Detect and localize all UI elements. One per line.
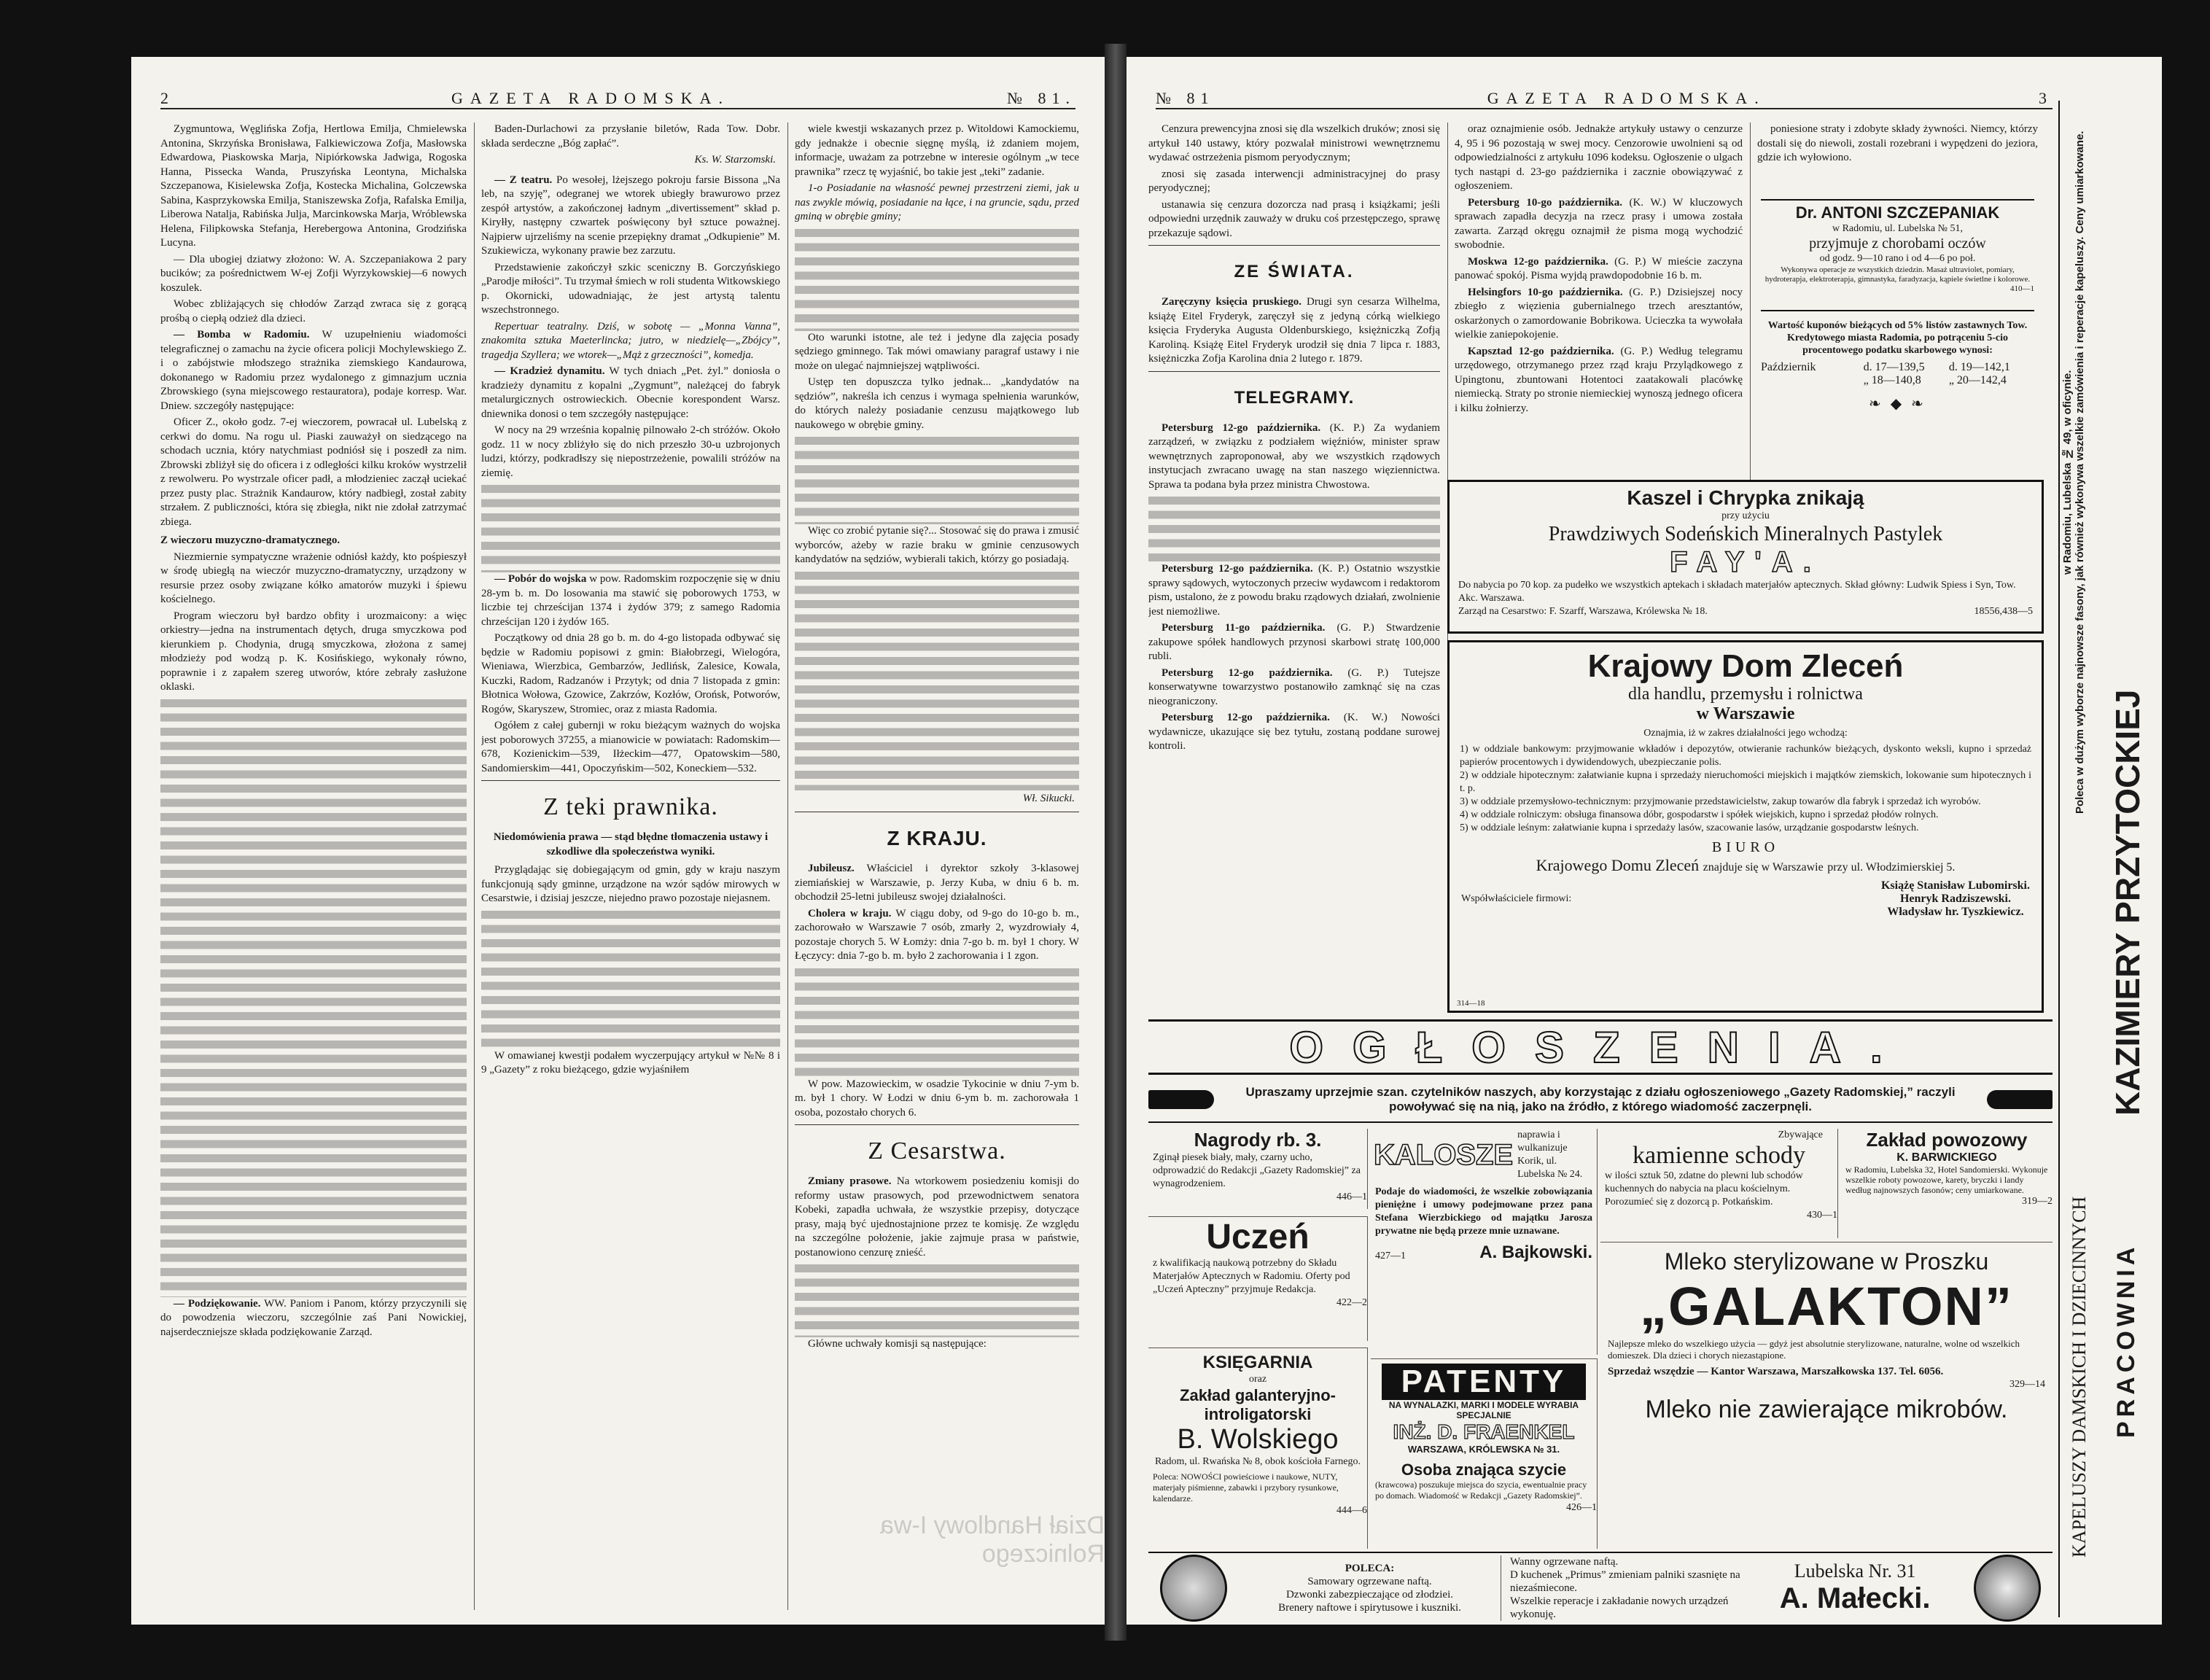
ad-kalosze: [1371, 1129, 1598, 1355]
ad-title: Kaszel i Chrypka znikają: [1627, 486, 1864, 509]
ad-head: Mleko sterylizowane w Proszku: [1664, 1248, 1989, 1275]
ad-title: PATENTY: [1382, 1364, 1586, 1400]
ad-body: Wykonywa operacje ze wszystkich dziedzin. Masaż ultraviolet, pomiary, hydroterapja, elektroterapja, gimnastyka, faradyzacja, kąpiele świetlne i kolorowe.: [1765, 265, 2031, 284]
donors-list: Zygmuntowa, Węglińska Zofja, Hertlowa Emilja, Chmielewska Antonina, Skrzyńska Bronisława, Falkiewiczowa Zofja, Masłowska Edwardowa, Piaskowska Marja, Nipiórkowska Jadwiga, Rogoska Hanna, Pissecka Wanda, Pruszyńska Leontyna, Michalska Szczepanowa, Kisielewska Zofja, Kostecka Michalina, Golczewska Sabina, Kasprzykowska Emilja, Staniszewska Zofja, Rafalska Emilja, Liberowa Natalja, Rabińska Julja, Marcinkowska Marja, Wróblewska Helena, Filipkowska Stefanja, Herebergowa Antonina, Grodzińska Lucyna.: [160, 123, 467, 249]
telegram-dateline: Kapsztad 12-go października.: [1468, 345, 1614, 357]
signature: Ks. W. Starzomski.: [694, 154, 776, 166]
ad-body: naprawia i wulkanizuje Korik, ul. Lubelska № 24.: [1517, 1129, 1583, 1180]
ad-item: Samowary ogrzewane naftą.: [1307, 1575, 1432, 1587]
ad-body: z kwalifikacją naukową potrzebny do Składu Materjałów Aptecznych w Radomiu. Oferty pod „Uczeń Apteczny” przyjmuje Redakcja.: [1153, 1258, 1350, 1295]
telegram-dateline: Petersburg 12-go października.: [1162, 712, 1330, 723]
article-paragraph: — Kradzież dynamitu. W tych dniach „Pet. żyl.” doniosła o kradzieży dynamitu z kopalni „Zygmunt”, należącej do fabryk metalurgicznych ostrowieckich. Obecnie korespondent Warsz. dniewnika donosi o tem szczegóły następujące:: [481, 365, 780, 420]
text-filler: [1148, 497, 1440, 562]
ad-nagrody: [1148, 1129, 1368, 1209]
column-divider: [1750, 122, 1751, 531]
ad-osoba-body: (krawcowa) poszukuje miejsca do szycia, ewentualnie pracy po domach. Wiadomość w Redakcji „Gazety Radomskiej”.: [1375, 1479, 1587, 1501]
ad-item: D kuchenek „Primus” zmieniam palniki szasnięte na niezaśmiecone.: [1509, 1568, 1740, 1594]
section-heading: Z KRAJU.: [887, 827, 987, 849]
telegram-dateline: Petersburg 10-go października.: [1468, 196, 1622, 209]
ad-street: przy ul. Włodzimierskiej 5.: [1827, 861, 1956, 874]
owner: Władysław hr. Tyszkiewicz.: [1887, 906, 2024, 918]
pointing-hand-icon: [1148, 1090, 1214, 1109]
ad-code: 329—14: [2009, 1379, 2045, 1390]
telegram: Kapsztad 12-go października. (G. P.) Według telegramu urzędowego, otrzymanego przez rząd kraju Przylądkowego z Upingtonu, zbuntowani Hotentoci zaatakowali placówkę niemiecką. Straty po stronie niemieckiej wynoszą jednego oficera i kilku żołnierzy.: [1455, 345, 1743, 414]
ad-body: Do nabycia po 70 kop. za pudełko we wszystkich aptekach i składach materjałów aptecznych. Skład główny: Ludwik Spiess i Syn, Tow. Akc. Warszawa.: [1458, 580, 2016, 604]
rates-month: Październik: [1761, 361, 1816, 373]
issue-number: № 81.: [1006, 89, 1075, 107]
article-paragraph: Więc co zrobić pytanie się?... Stosować się do prawa i zmusić wyborców, ażeby w razie braku w gminie cenzusowych kandydatów na sędziów, wybierali takich, którzy go posiadają.: [795, 525, 1079, 565]
side-ad-text: Poleca w dużym wyborze najnowsze fasony, jak również wykonywa wszelkie zamówienia i reperacje kapeluszy. Ceny umiarkowane.: [2074, 131, 2086, 814]
ad-agent: Zarząd na Cesarstwo: F. Szarff, Warszawa, Królewska № 18.: [1458, 606, 1708, 617]
ad-head: Zbywające: [1778, 1129, 1823, 1140]
article-paragraph: Ustęp ten dopuszcza tylko jednak... „kandydatów na sędziów”, nakreśla ich cenzus i wymaga spełnienia warunków, do których należy posiadanie cenzusu majątkowego lub naukowego w obrębie gminy.: [795, 376, 1079, 431]
ad-left-list: [1239, 1562, 1501, 1614]
side-ad-title: KAZIMIERY PRZYTOCKIEJ: [2109, 689, 2147, 1116]
article-paragraph: Cholera w kraju. W ciągu doby, od 9-go do 10-go b. m., zachorowało w Warszawie 7 osób, zmarły 2, wyzdrowiały 4, pozostaje chorych 5. W Łomży: dnia 7-go b. m. był 1 chory. W Łęczycy: dnia 7-go b. m. było 2 zachorowania i 1 zgon.: [795, 907, 1079, 962]
ad-doctor: [1761, 199, 2034, 311]
ad-title: kamienne schody: [1633, 1142, 1805, 1169]
ad-code: 430—1: [1807, 1210, 1837, 1221]
article-lead: — Kradzież dynamitu.: [494, 365, 605, 377]
ad-footer: Mleko nie zawierające mikrobów.: [1645, 1396, 2008, 1423]
rates-table: [1761, 361, 2034, 387]
telegram: Petersburg 12-go października. (K. P.) Za wydaniem zarządzeń, w związku z podziałem więźniów, minister spraw wewnętrznych zaproponował, aby we wszystkich rządowych instytucjach zwracano uwagę na stan naszego więziennictwa. Sprawa ta podana była przez ministra Chwostowa.: [1148, 421, 1440, 491]
right-column-2: [1455, 122, 1743, 531]
article-paragraph: Główne uchwały komisji są następujące:: [808, 1338, 987, 1350]
ad-connector: oraz: [1248, 1374, 1267, 1385]
ad-item: Wanny ogrzewane naftą.: [1509, 1555, 1619, 1568]
article-paragraph: Oto warunki istotne, ale też i jedyne dla zajęcia posady sędziego gminnego. Tak mówi omawiany paragraf ustawy i nie może on ulegać najmniejszej wątpliwości.: [795, 331, 1079, 372]
ad-firm: Krajowego Domu Zleceń: [1536, 856, 1700, 874]
ad-announcement: Podaje do wiadomości, że wszelkie zobowiązania pieniężne i umowy podejmowane przez pana Stefana Wierzbickiego od majątku Jarosza prywatne nie będą przeze mnie uznawane.: [1375, 1186, 1592, 1237]
article-lead: Zmiany prasowe.: [808, 1175, 892, 1187]
ad-title: Nagrody rb. 3.: [1194, 1129, 1322, 1151]
text-filler: [481, 485, 780, 572]
service-item: 3) w oddziale przemysłowo-technicznym: przyjmowanie przedstawicielstw, zakup towarów dla fabryk i sprzedaż ich wyrobów.: [1460, 796, 1981, 807]
ad-owner: B. Wolskiego: [1177, 1424, 1339, 1455]
ad-sales: Sprzedaż wszędzie — Kantor Warszawa, Marszałkowska 137. Tel. 6056.: [1608, 1366, 1944, 1377]
right-column-1: [1148, 122, 1440, 968]
article-paragraph: — Dla ubogiej dziatwy złożono: W. A. Szczepaniakowa 2 pary bucików; za pośrednictwem W-ej Zofji Wyrzykowskiej—6 nowych koszulek.: [160, 253, 467, 294]
article-paragraph: — Z teatru. Po wesołej, lżejszego pokroju farsie Bissona „Na leb, na szyję”, odegranej we wtorek ubiegły brawurowo przez zespół artystów, a zakończonej ładnym „divertissement” skład p. Kiryłły, następny czwartek poświęcony był sztuce poważnej. Najpierw ujrzeliśmy na scenie przepiękny dramat „Odkupienie” M. Szukiewicza, wykonany prawie bez zarzutu.: [481, 174, 780, 257]
ad-code: 18556,438—5: [1974, 606, 2033, 617]
ad-address: Lubelska Nr. 31: [1794, 1560, 1916, 1582]
article-paragraph: znosi się zasada interwencji administracyjnej do prasy peryodycznej;: [1148, 168, 1440, 194]
telegram: Moskwa 12-go października. (G. P.) W mieście zaczyna panować spokój. Pisma wyjdą prawdopodobnie 16 b. m.: [1455, 255, 1743, 281]
owners-head: Współwłaściciele firmowi:: [1461, 893, 1572, 904]
ad-code: 446—1: [1336, 1191, 1367, 1202]
article-paragraph: Baden-Durlachowi za przysłanie biletów, Rada Tow. Dobr. składa serdeczne „Bóg zapłać”.: [481, 123, 780, 149]
ad-code: 427—1: [1375, 1251, 1406, 1261]
telegram-dateline: Moskwa 12-go października.: [1468, 255, 1608, 268]
signature: Wł. Sikucki.: [1022, 792, 1075, 804]
section-heading: Z teki prawnika.: [543, 793, 718, 820]
ad-subtitle: Zakład galanteryjno-introligatorski: [1180, 1386, 1336, 1423]
ad-code: 444—6: [1336, 1505, 1367, 1516]
ad-uczen: [1148, 1216, 1368, 1341]
ad-right-list: [1501, 1555, 1748, 1621]
left-column-3: [795, 122, 1079, 1610]
ad-patenty: [1371, 1358, 1598, 1549]
article-paragraph: 1-o Posiadanie na własność pewnej przestrzeni ziemi, jak u nas zwykle mówią, posiadanie na łące, i na gruncie, sądu, przed gminą w obrębie gminy;: [795, 182, 1079, 222]
article-lead: Zaręczyny księcia pruskiego.: [1162, 296, 1302, 308]
ad-biuro: BIURO: [1711, 839, 1780, 855]
section-subheading: Niedomówienia prawa — stąd błędne tłomaczenia ustawy i szkodliwe dla społeczeństwa wyniki.: [493, 831, 769, 858]
article-paragraph: W pow. Mazowieckim, w osadzie Tykocinie w dniu 7-ym b. m. był 1 chory. W Łodzi w dniu 6-ym b. m. zachorowała 1 osoba, pozostało chorych 6.: [795, 1078, 1079, 1119]
telegram-dateline: Petersburg 12-go października.: [1162, 563, 1313, 575]
ad-subtitle: przy użyciu: [1721, 510, 1770, 521]
divider: [1148, 245, 1440, 246]
ornament: ❧ ◆ ❧: [1869, 396, 1926, 412]
article-paragraph: poniesione straty i zdobyte składy żywności. Niemcy, którzy dostali się do niewoli, zostali rozebrani i wypędzeni do jeziora, gdzie ich wyłowiono.: [1757, 123, 2038, 163]
text-filler: [795, 572, 1079, 790]
article-paragraph: Jubileusz. Właściciel i dyrektor szkoły 3-klasowej ziemiańskiej w Warszawie, p. Jerzy Kuba, w dniu 6 b. m. obchodził 25-letni jubileusz swojej działalności.: [795, 863, 1079, 903]
ad-name: A. Małecki.: [1779, 1582, 1931, 1614]
article-paragraph: — Pobór do wojska w pow. Radomskim rozpoczęnie się w dniu 28-ym b. m. Do losowania ma stawić się poborowych 1753, w liczbie tej chrześcijan 1374 i żydów 379; z samego Radomia chrześcijan 120 i żydów 165.: [481, 573, 780, 628]
rates-title: Wartość kuponów bieżących od 5% listów zastawnych Tow. Kredytowego miasta Radomia, po potrąceniu 5-cio procentowego podatku skarbowego wynosi:: [1767, 320, 2028, 356]
service-item: 1) w oddziale bankowym: przyjmowanie wkładów i depozytów, otwieranie rachunków bieżących, dyskonto weksli, kupno i sprzedaż papierów procentowych i dywidendowych, ubezpieczanie polis.: [1460, 744, 2031, 768]
article-paragraph: Cenzura prewencyjna znosi się dla wszelkich druków; znosi się artykuł 140 ustawy, który pozwalał ministrowi wewnętrznemu wydawać ostrzeżenia pismom peryodycznym;: [1148, 123, 1440, 163]
ad-code: 314—18: [1457, 999, 1485, 1008]
medal-seal-icon: [1160, 1555, 1227, 1622]
ad-title: KALOSZE: [1374, 1138, 1514, 1171]
ad-code: 319—2: [2022, 1196, 2053, 1207]
ad-malecki: [1148, 1552, 2053, 1622]
ad-brand: FAY'A.: [1670, 546, 1821, 578]
article-lead: Cholera w kraju.: [808, 907, 892, 919]
article-paragraph: — Bomba w Radomiu. W uzupełnieniu wiadomości telegraficznej o zamachu na życie oficera policji Mochylewskiego Z. i o zabójstwie młodszego strażnika ziemskiego Kandaurowa, dokonanego w Radomiu przez wydalonego z gimnazjum ucznia Zbrowskiego (syna miejscowego restauratora), podaje korresp. War. Dniew. szczegóły następujące:: [160, 329, 467, 412]
ad-title: Uczeń: [1206, 1218, 1310, 1256]
ad-services: [1450, 743, 2042, 835]
column-divider: [787, 122, 788, 1610]
section-heading: Z Cesarstwa.: [868, 1138, 1006, 1164]
telegram-dateline: Petersburg 12-go października.: [1162, 421, 1321, 434]
article-paragraph: wiele kwestji wskazanych przez p. Witoldowi Kamockiemu, gdy jednakże i obecnie sięgnę myślą, iż zdaniem mojem, informacje, uważam za potrzebne w interesie ogólnym „w tece prawnika” rzecz tę wyjaśnić, bo takie jest „teki” zadanie.: [795, 123, 1079, 178]
article-paragraph: Przyglądając się dobiegającym od gmin, gdy w kraju naszym funkcjonują sądy gminne, urządzone na wzór sądów mirowych w Cesarstwie, i dzisiaj jeszcze, niejedno prawo pozostaje niejasnem.: [481, 864, 780, 904]
service-item: 4) w oddziale rolniczym: obsługa finansowa dóbr, gospodarstw i spółek wiejskich, kupno i sprzedaż płodów rolnych.: [1460, 809, 1939, 820]
ad-title: Dr. ANTONI SZCZEPANIAK: [1795, 203, 2000, 222]
article-lead: — Z teatru.: [494, 174, 553, 186]
telegram: Petersburg 10-go października. (K. W.) W kluczowych sprawach zapadła decyzja na rzecz prasy i umowa została zawarta. Zarząd okręgu oznajmił że pisma mogą wychodzić swobodnie.: [1455, 196, 1743, 251]
article-paragraph: — Podziękowanie. WW. Paniom i Panom, którzy przyczynili się do powodzenia wieczoru, szczególnie zaś Pani Nowickiej, najserdeczniejsze składa podziękowanie Zarząd.: [160, 1297, 467, 1338]
ad-agent-line: [1450, 605, 2042, 618]
ad-sign-row: [1371, 1242, 1597, 1263]
ad-address: Radom, ul. Rwańska № 8, obok kościoła Farnego.: [1154, 1456, 1361, 1467]
left-page-header: [160, 79, 1075, 109]
telegram-dateline: Petersburg 11-go października.: [1162, 622, 1326, 634]
telegram: Petersburg 12-go października. (G. P.) Tutejsze konserwatywne towarzystwo postanowiło zamknąć się na czas nieograniczony.: [1148, 666, 1440, 707]
ad-owners: [1450, 875, 2042, 919]
masthead: GAZETA RADOMSKA.: [451, 89, 730, 107]
left-column-1: [160, 122, 467, 1610]
rate-cell: d. 17—139,5: [1863, 361, 1925, 373]
telegram-dateline: Helsingfors 10-go października.: [1468, 286, 1623, 298]
ad-title: Zakład powozowy: [1866, 1129, 2028, 1151]
ad-item: Wszelkie reperacje i zakładanie nowych urządzeń wykonuję.: [1509, 1595, 1729, 1620]
article-paragraph: oraz oznajmienie osób. Jednakże artykuły ustawy o cenzurze 4, 95 i 96 pozostają w swej mocy. Cenzorowie uwolnieni są od odpowiedzialności z artykułu 1096 kodeksu. Ogłoszenie o ulgach tych nastąpi d. 23-go października i zacznie obowiązywać z ogłoszeniem.: [1455, 123, 1743, 192]
ad-zaklad-powozowy: [1841, 1129, 2053, 1238]
portrait-medallion-icon: [1974, 1555, 2041, 1622]
page-number: 2: [160, 89, 174, 107]
article-paragraph: Ogółem z całej gubernji w roku bieżącym ważnych do wojska jest poborowych 37255, a mianowicie w powiatach: Radomskim—678, Kozienickim—539, Iłżeckim—477, Opatowskim—580, Sandomierskim—441, Opoczyńskim—502, Koneckiem—532.: [481, 720, 780, 774]
ad-product: Prawdziwych Sodeńskich Mineralnych Pastylek: [1548, 523, 1943, 545]
section-heading: TELEGRAMY.: [1234, 387, 1355, 408]
ad-body: w ilości sztuk 50, zdatne do plewni lub schodów kuchennych do nabycia na placu kościelnym. Porozumieć się z dozorcą p. Potkańskim.: [1605, 1170, 1803, 1208]
right-page-header: [1156, 79, 2053, 109]
article-paragraph: ustanawia się cenzura dozorcza nad prasą i książkami; jeśli odpowiedni urzędnik zauważy w druku coś przestępczego, sprawę przekazuje sądowi.: [1148, 198, 1440, 239]
ads-notice: [1148, 1078, 2053, 1123]
ad-body: Zginął piesek biały, mały, czarny ucho, odprowadzić do Redakcji „Gazety Radomskiej” za wynagrodzeniem.: [1153, 1152, 1361, 1189]
book-gutter: [1105, 44, 1127, 1641]
ad-item: Brenery naftowe i spirytusowe i kuszniki.: [1278, 1601, 1461, 1614]
ad-engineer: INŻ. D. FRAENKEL: [1393, 1420, 1575, 1443]
side-ad-body: [2061, 108, 2105, 837]
article-paragraph: Niezmiernie sympatyczne wrażenie odniósł każdy, kto pośpieszył w środę ubiegłą na wieczór muzyczno-dramatyczny, urządzony w resursie przez osoby związane kółko amatorów muzyki i śpiewu kościelnego.: [160, 551, 467, 605]
text-filler: [795, 1264, 1079, 1337]
ad-location: [1450, 856, 2042, 875]
owner: Książę Stanisław Lubomirski.: [1880, 879, 2030, 892]
owners-list: [1881, 879, 2030, 919]
ad-head: POLECA:: [1345, 1562, 1395, 1574]
ad-header-row: [1371, 1129, 1597, 1181]
article-heading: Z wieczoru muzyczno-dramatycznego.: [160, 534, 341, 546]
masthead: GAZETA RADOMSKA.: [1487, 89, 1766, 107]
ad-signature-block: [1748, 1560, 1962, 1615]
ad-schody: [1600, 1129, 1838, 1238]
article-paragraph: Oficer Z., około godz. 7-ej wieczorem, powracał ul. Lubelską z cerkwi do domu. Na rogu ul. Piaski zauważył on siedzącego na schodach ucznia, który natychmiast podniósł się i poszedł za nim. Zbrowski zbliżył się do oficera i z odległości kilku kroków wystrzelił z rewolweru. Po wystrzale oficer padł, a młodzieniec zaczął uciekać przez pusty plac. Strażnik Kandaurow, który nadbiegł, został zabity strzałem. Z publiczności, która się zbiegła, nikt nie zdołał zatrzymać zbiega.: [160, 416, 467, 528]
ad-address: w Radomiu, ul. Lubelska № 51,: [1832, 223, 1963, 234]
ad-signature: A. Bajkowski.: [1479, 1242, 1592, 1262]
article-paragraph: Przedstawienie zakończył szkic sceniczny B. Gorczyńskiego „Parodje miłości”. Tu trzymał śmiech w roli studenta Witkowskiego p. Okornicki, udowadniając, że jest artystą talentu wszechstronnego.: [481, 261, 780, 316]
service-item: 2) w oddziale hipotecznym: załatwianie kupna i sprzedaży nieruchomości miejskich i majątków ziemskich, lokowanie sum hipotecznych i t. p.: [1460, 770, 2031, 794]
ad-headline: przyjmuje z chorobami oczów: [1809, 236, 1986, 252]
article-lead: — Bomba w Radomiu.: [174, 329, 310, 341]
ad-code: 422—2: [1336, 1297, 1367, 1308]
page-number: 3: [2038, 89, 2053, 107]
ad-code: 426—1: [1566, 1502, 1597, 1513]
article-lead: — Pobór do wojska: [494, 573, 587, 585]
service-item: 5) w oddziale leśnym: załatwianie kupna i sprzedaży lasów, szacowanie lasów, urządzanie gospodarstw leśnych.: [1460, 822, 1919, 833]
ad-body: Poleca: NOWOŚCI powieściowe i naukowe, NUTY, materjały piśmienne, zabawki i przybory rysunkowe, kalendarze.: [1153, 1471, 1339, 1504]
ad-title: KSIĘGARNIA: [1202, 1353, 1313, 1372]
article-lead: Jubileusz.: [808, 863, 855, 874]
rate-cell: „ 20—142,4: [1948, 374, 2007, 386]
article-paragraph: Zmiany prasowe. Na wtorkowem posiedzeniu komisji do reformy ustaw prasowych, pod przewodnictwem senatora Kobeki, zapadła uchwała, że wszystkie przepisy, dotyczące prasy, mają być ujednostajnione przez te komisję. Ze względu na szczególne położenie, jakie zajmuje prasa w państwie, postanowiono cenzurę znieść.: [795, 1175, 1079, 1259]
article-paragraph: W nocy na 29 września kopalnię pilnowało 2-ch stróżów. Około godz. 11 w nocy zbliżyło się do nich przeszło 30-u uzbrojonych ludzi, którzy, podkradłszy się niepostrzeżenie, powalili stróżów na ziemię.: [481, 424, 780, 479]
ad-body: Najlepsze mleko do wszelkiego użycia — gdyż jest absolutnie sterylizowane, naturalne, wolne od wszelkich domieszek. Dla dzieci i chorych niezastąpione.: [1608, 1338, 2020, 1361]
notice-text: Upraszamy uprzejmie szan. czytelników naszych, aby korzystając z działu ogłoszeniowego „Gazety Radomskiej,” raczyli powoływać się na nią, jako na źródło, z którego wiadomość zaczerpnęli.: [1245, 1085, 1956, 1113]
divider: [795, 1124, 1079, 1125]
ad-title: „GALAKTON”: [1640, 1276, 2013, 1337]
ad-hours: od godz. 9—10 rano i od 4—6 po poł.: [1819, 253, 1976, 264]
telegram: Petersburg 12-go października. (K. W.) Nowości wydawnicze, ukazujące się bez tytułu, zostaną poddane surowej kontroli.: [1148, 712, 1440, 752]
divider: [481, 780, 780, 781]
ad-subtitle: dla handlu, przemysłu i rolnictwa: [1628, 685, 1863, 704]
ad-fays-pastilles: [1447, 480, 2044, 634]
article-paragraph: Zaręczyny księcia pruskiego. Drugi syn cesarza Wilhelma, książę Eitel Fryderyk, zaręczył się z jedyną córką wielkiego księcia Fryderyka Augusta Oldenburskiego, księżniczką Zofją Karoliną. Książę Eitel Fryderyk urodził się dnia 7 lipca r. 1883, księżniczka Zofja Karolina dnia 2 lutego r. 1879.: [1148, 296, 1440, 365]
issue-number: № 81: [1156, 89, 1215, 107]
ad-krajowy-dom-zlecen: [1447, 640, 2044, 1013]
section-heading: ZE ŚWIATA.: [1234, 262, 1355, 281]
ad-title: Krajowy Dom Zleceń: [1587, 648, 1904, 684]
right-column-3: [1757, 122, 2038, 188]
article-lead: — Podziękowanie.: [174, 1297, 261, 1310]
text-filler: [160, 699, 467, 1297]
article-paragraph: Repertuar teatralny. Dziś, w sobotę — „Monna Vanna”, znakomita sztuka Maeterlincka; jutro, w niedzielę—„Zbójcy”, tragedja Szyllera; we wtorek—„Mąż z grzeczności”, komedja.: [481, 320, 780, 361]
ad-intro: Oznajmia, iż w zakres działalności jego wchodzą:: [1643, 728, 1848, 739]
rate-cell: d. 19—142,1: [1948, 361, 2010, 373]
ad-code: 410—1: [2010, 284, 2034, 293]
ad-ksiegarnia: [1148, 1348, 1368, 1549]
divider: [1148, 371, 1440, 372]
article-paragraph: Program wieczoru był bardzo obfity i urozmaicony: a więc orkiestry—jedna na instrumentach dętych, druga smyczkowa pod kierunkiem p. Chodynia, drugą smyczkowa, złożona z samej młodzieży pod wodzą p. K. Kosińskiego, wykonały równo, poprawnie i z zapałem szereg utworów, które zebrały zasłużone oklaski.: [160, 610, 467, 693]
ad-address: WARSZAWA, KRÓLEWSKA № 31.: [1407, 1444, 1560, 1455]
telegram: Petersburg 11-go października. (G. P.) Stwardzenie zakupowe spółek handlowych przynosi skarbowi stratę 100,000 rubli.: [1148, 622, 1440, 662]
ad-galakton: [1600, 1242, 2053, 1545]
left-column-2: [481, 122, 780, 1610]
telegram-dateline: Petersburg 12-go października.: [1162, 666, 1333, 679]
coupon-rates: [1761, 319, 2034, 447]
ad-osoba-title: Osoba znająca szycie: [1401, 1461, 1567, 1479]
rate-cell: „ 18—140,8: [1863, 374, 1921, 386]
text-filler: [795, 968, 1079, 1078]
column-divider: [474, 122, 475, 1610]
ad-loc: znajduje się w Warszawie: [1703, 861, 1824, 874]
article-paragraph: W omawianej kwestji podałem wyczerpujący artykuł w №№ 8 i 9 „Gazety” z roku bieżącego, gdzie wyjaśniłem: [481, 1049, 780, 1076]
side-ad-address: w Radomiu, Lubelska № 49, w oficynie.: [2061, 370, 2074, 575]
side-ad-pracownia: [2058, 101, 2158, 1617]
telegram: Petersburg 12-go października. (K. P.) Ostatnio wszystkie sprawy sądowych, wytoczonych przeciw wydawcom i redaktorom pism, ustalono, że z powodu braku rządowych działań, zwolnienie jest niemożliwe.: [1148, 563, 1440, 618]
text-filler: [481, 911, 780, 1049]
article-paragraph: Wobec zbliżających się chłodów Zarząd zwraca się z gorącą prośbą o ciepłą odzież dla dzieci.: [160, 298, 467, 324]
left-page: [131, 57, 1105, 1625]
ad-item: Dzwonki zabezpieczające od złodziei.: [1285, 1588, 1453, 1601]
article-paragraph: Początkowy od dnia 28 go b. m. do 4-go listopada odbywać się będzie w Radomiu popisowi z gmin: Białobrzegi, Wielogóra, Wieniawa, Wierzbica, Gembarzów, Jedlińsk, Zalesice, Kowala, Kuczki, Radom, Radzanów i Przytyk; od dnia 7 listopada z gmin: Błotnica Wołowa, Gzowice, Zakrzów, Kozłów, Orońsk, Potworów, Rogów, Skaryszew, Stromiec, oraz z miasta Radomia.: [481, 632, 780, 715]
text-filler: [795, 229, 1079, 331]
ads-section-banner: OGŁOSZENIA.: [1148, 1019, 2053, 1075]
owner: Henryk Radziszewski.: [1899, 892, 2011, 905]
right-page: [1127, 57, 2162, 1625]
ad-body: w Radomiu, Lubelska 32, Hotel Sandomierski. Wykonuje wszelkie roboty powozowe, karety, bryczki i landy według najnowszych fasonów; ceny umiarkowane.: [1845, 1164, 2048, 1195]
bleed-through-text: Dział Handlowy I-wa Rolniczego: [880, 1512, 1105, 1568]
ad-city: w Warszawie: [1696, 704, 1795, 723]
text-filler: [795, 437, 1079, 524]
side-ad-heading: PRACOWNIA: [2112, 1242, 2140, 1438]
pointing-hand-icon: [1987, 1090, 2053, 1109]
ad-owner: K. BARWICKIEGO: [1896, 1151, 1997, 1164]
side-ad-subheading: KAPELUSZY DAMSKICH I DZIECINNYCH: [2069, 1196, 2090, 1558]
ad-subtitle: NA WYNALAZKI, MARKI I MODELE WYRABIA SPECJALNIE: [1388, 1400, 1579, 1420]
telegram: Helsingfors 10-go października. (G. P.) Dzisiejszej nocy zbiegło z więzienia gubernialnego trzech aresztantów, oskarżonych o zamordowanie Bobrikowa. Ucieczka ta wywołała wielkie zaniepokojenie.: [1455, 286, 1743, 341]
